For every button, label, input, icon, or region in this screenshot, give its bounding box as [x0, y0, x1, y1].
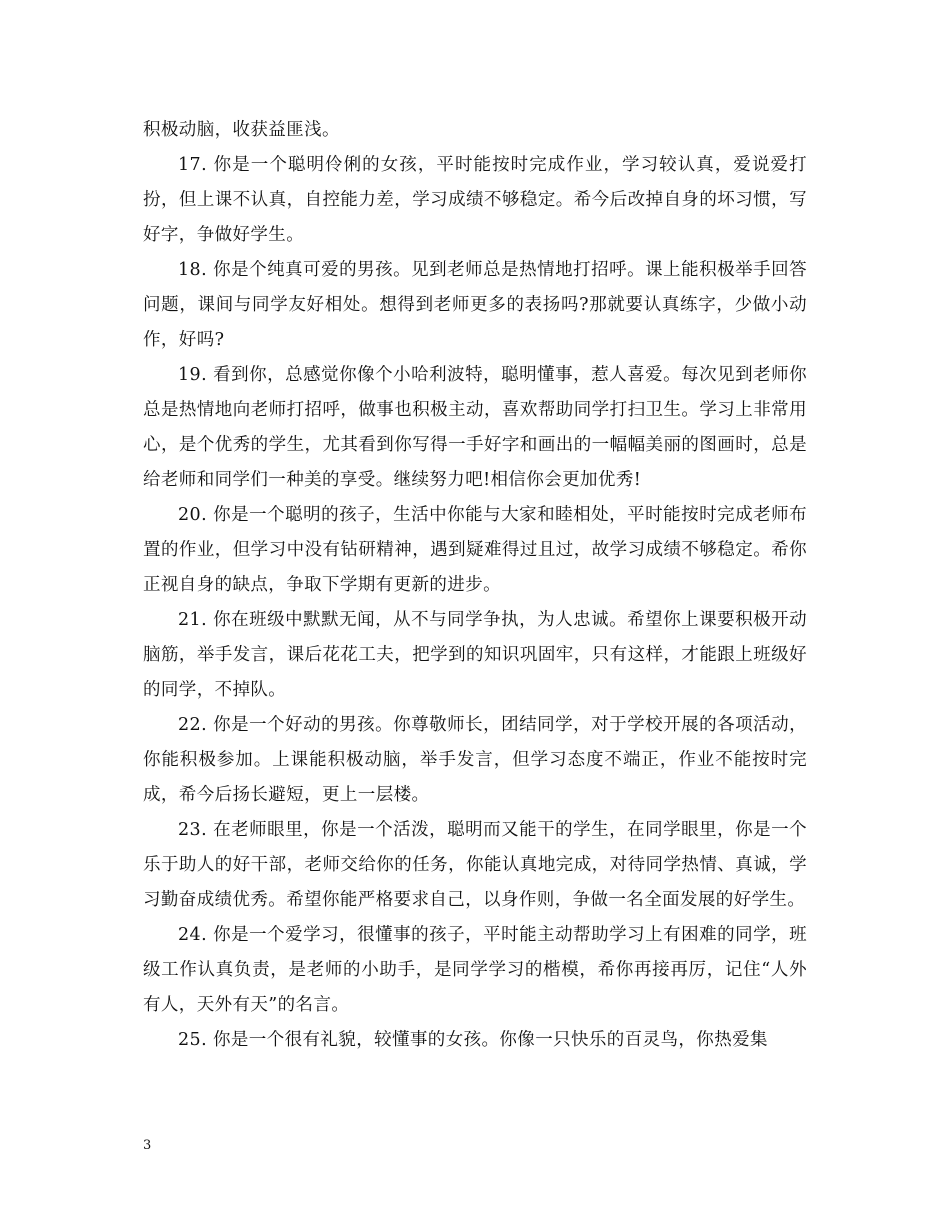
page-number: 3 [143, 1138, 152, 1153]
paragraph-comment-18: 18. 你是个纯真可爱的男孩。见到老师总是热情地打招呼。课上能积极举手回答问题，课间与同学友好相处。想得到老师更多的表扬吗?那就要认真练字，少做小动作，好吗? [143, 260, 807, 350]
paragraph-continuation: 积极动脑，收获益匪浅。 [143, 120, 340, 140]
paragraph-comment-20: 20. 你是一个聪明的孩子，生活中你能与大家和睦相处，平时能按时完成老师布置的作业，但学习中没有钻研精神，遇到疑难得过且过，故学习成绩不够稳定。希你正视自身的缺点，争取下学期有更新的进步。 [143, 505, 807, 595]
paragraph-comment-25: 25. 你是一个很有礼貌，较懂事的女孩。你像一只快乐的百灵鸟，你热爱集 [178, 1030, 768, 1050]
paragraph-comment-24: 24. 你是一个爱学习，很懂事的孩子，平时能主动帮助学习上有困难的同学，班级工作认真负责，是老师的小助手，是同学学习的楷模，希你再接再厉，记住“人外有人，天外有天”的名言。 [143, 925, 807, 1015]
page-body [143, 113, 807, 1058]
paragraph-comment-19: 19. 看到你，总感觉你像个小哈利波特，聪明懂事，惹人喜爱。每次见到老师你总是热情地向老师打招呼，做事也积极主动，喜欢帮助同学打扫卫生。学习上非常用心，是个优秀的学生，尤其看到你写得一手好字和画出的一幅幅美丽的图画时，总是给老师和同学们一种美的享受。继续努力吧!相信你会更加优秀! [143, 365, 807, 490]
paragraph-comment-21: 21. 你在班级中默默无闻，从不与同学争执，为人忠诚。希望你上课要积极开动脑筋，举手发言，课后花花工夫，把学到的知识巩固牢，只有这样，才能跟上班级好的同学，不掉队。 [143, 610, 807, 700]
paragraph-comment-17: 17. 你是一个聪明伶俐的女孩，平时能按时完成作业，学习较认真，爱说爱打扮，但上课不认真，自控能力差，学习成绩不够稳定。希今后改掉自身的坏习惯，写好字，争做好学生。 [143, 155, 807, 245]
paragraph-comment-23: 23. 在老师眼里，你是一个活泼，聪明而又能干的学生，在同学眼里，你是一个乐于助人的好干部，老师交给你的任务，你能认真地完成，对待同学热情、真诚，学习勤奋成绩优秀。希望你能严格要求自己，以身作则，争做一名全面发展的好学生。 [143, 820, 807, 910]
paragraph-comment-22: 22. 你是一个好动的男孩。你尊敬师长，团结同学，对于学校开展的各项活动，你能积极参加。上课能积极动脑，举手发言，但学习态度不端正，作业不能按时完成，希今后扬长避短，更上一层楼。 [143, 715, 807, 805]
